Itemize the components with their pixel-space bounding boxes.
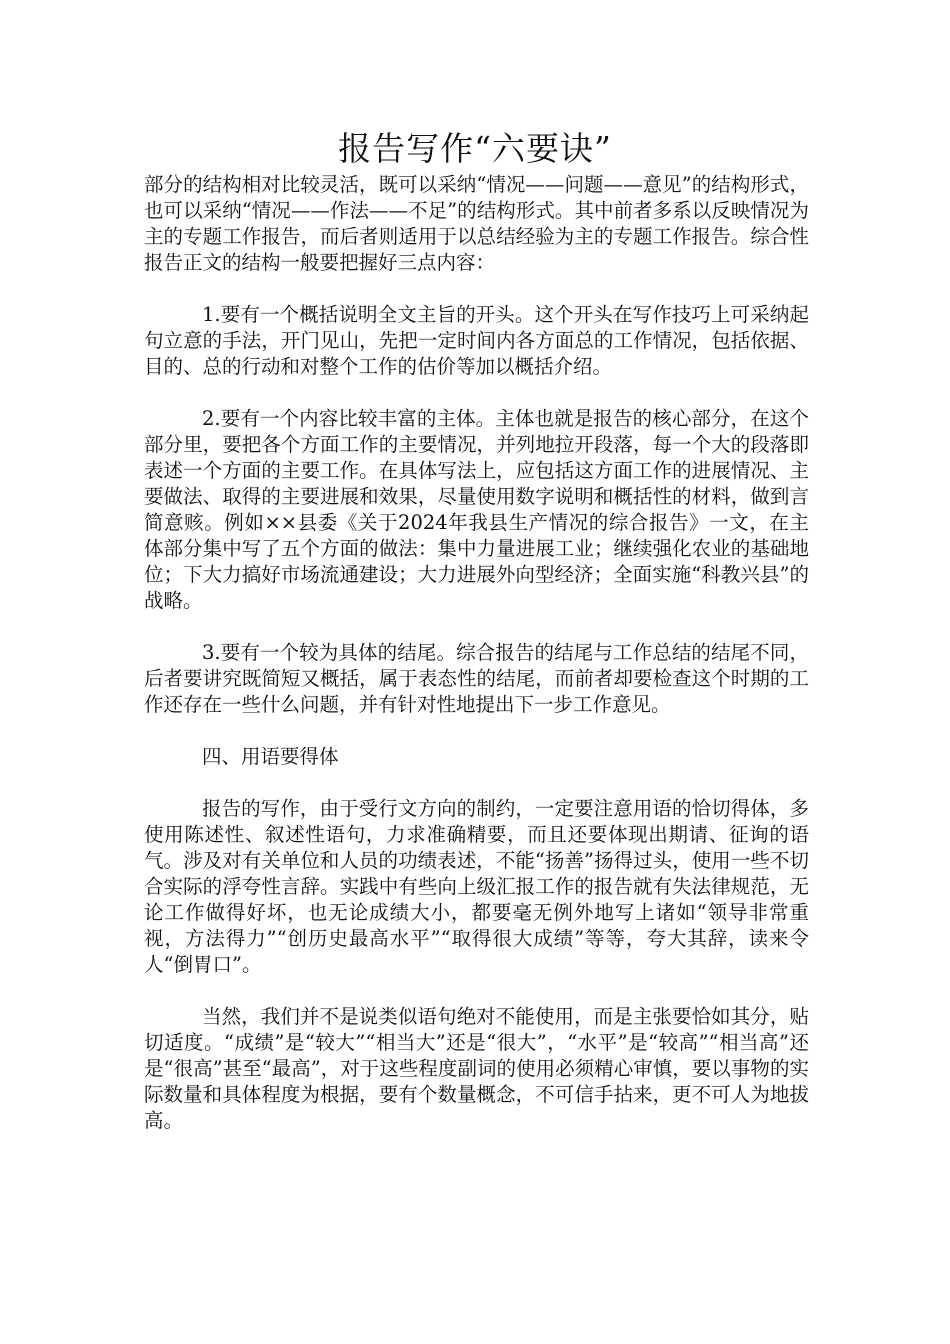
paragraph-point-1-opening: 1.要有一个概括说明全文主旨的开头。这个开头在写作技巧上可采纳起句立意的手法，开门见山，先把一定时间内各方面总的工作情况，包括依据、目的、总的行动和对整个工作的估价等加以概括介绍。 [144,303,809,378]
page-title: 报告写作“六要诀” [338,129,612,168]
paragraph-structure-intro: 部分的结构相对比较灵活，既可以采纳“情况——问题——意见”的结构形式，也可以采纳“情况——作法——不足”的结构形式。其中前者多系以反映情况为主的专题工作报告，而后者则适用于以总结经验为主的专题工作报告。综合性报告正文的结构一般要把握好三点内容： [144,173,809,274]
section-heading-wording: 四、用语要得体 [202,745,339,768]
paragraph-point-3-ending: 3.要有一个较为具体的结尾。综合报告的结尾与工作总结的结尾不同，后者要讲究既简短又概括，属于表态性的结尾，而前者却要检查这个时期的工作还存在一些什么问题，并有针对性地提出下一步工作意见。 [144,641,809,716]
paragraph-wording-moderation: 当然，我们并不是说类似语句绝对不能使用，而是主张要恰如其分，贴切适度。“成绩”是“较大”“相当大”还是“很大”，“水平”是“较高”“相当高”还是“很高”甚至“最高”，对于这些程度副词的使用必须精心审慎，要以事物的实际数量和具体程度为根据，要有个数量概念，不可信手拈来，更不可人为地拔高。 [144,1005,809,1132]
paragraph-wording-appropriate: 报告的写作，由于受行文方向的制约，一定要注意用语的恰切得体，多使用陈述性、叙述性语句，力求准确精要，而且还要体现出期请、征询的语气。涉及对有关单位和人员的功绩表述，不能“扬善”扬得过头，使用一些不切合实际的浮夸性言辞。实践中有些向上级汇报工作的报告就有失法律规范，无论工作做得好坏，也无论成绩大小，都要毫无例外地写上诸如“领导非常重视，方法得力”“创历史最高水平”“取得很大成绩”等等，夸大其辞，读来令人“倒胃口”。 [144,797,809,976]
document-body [144,172,809,1160]
paragraph-point-2-main-body: 2.要有一个内容比较丰富的主体。主体也就是报告的核心部分，在这个部分里，要把各个方面工作的主要情况，并列地拉开段落，每一个大的段落即表述一个方面的主要工作。在具体写法上，应包括这方面工作的进展情况、主要做法、取得的主要进展和效果，尽量使用数字说明和概括性的材料，做到言简意赅。例如××县委《关于2024年我县生产情况的综合报告》一文，在主体部分集中写了五个方面的做法：集中力量进展工业；继续强化农业的基础地位；下大力搞好市场流通建设；大力进展外向型经济；全面实施“科教兴县”的战略。 [144,407,809,612]
